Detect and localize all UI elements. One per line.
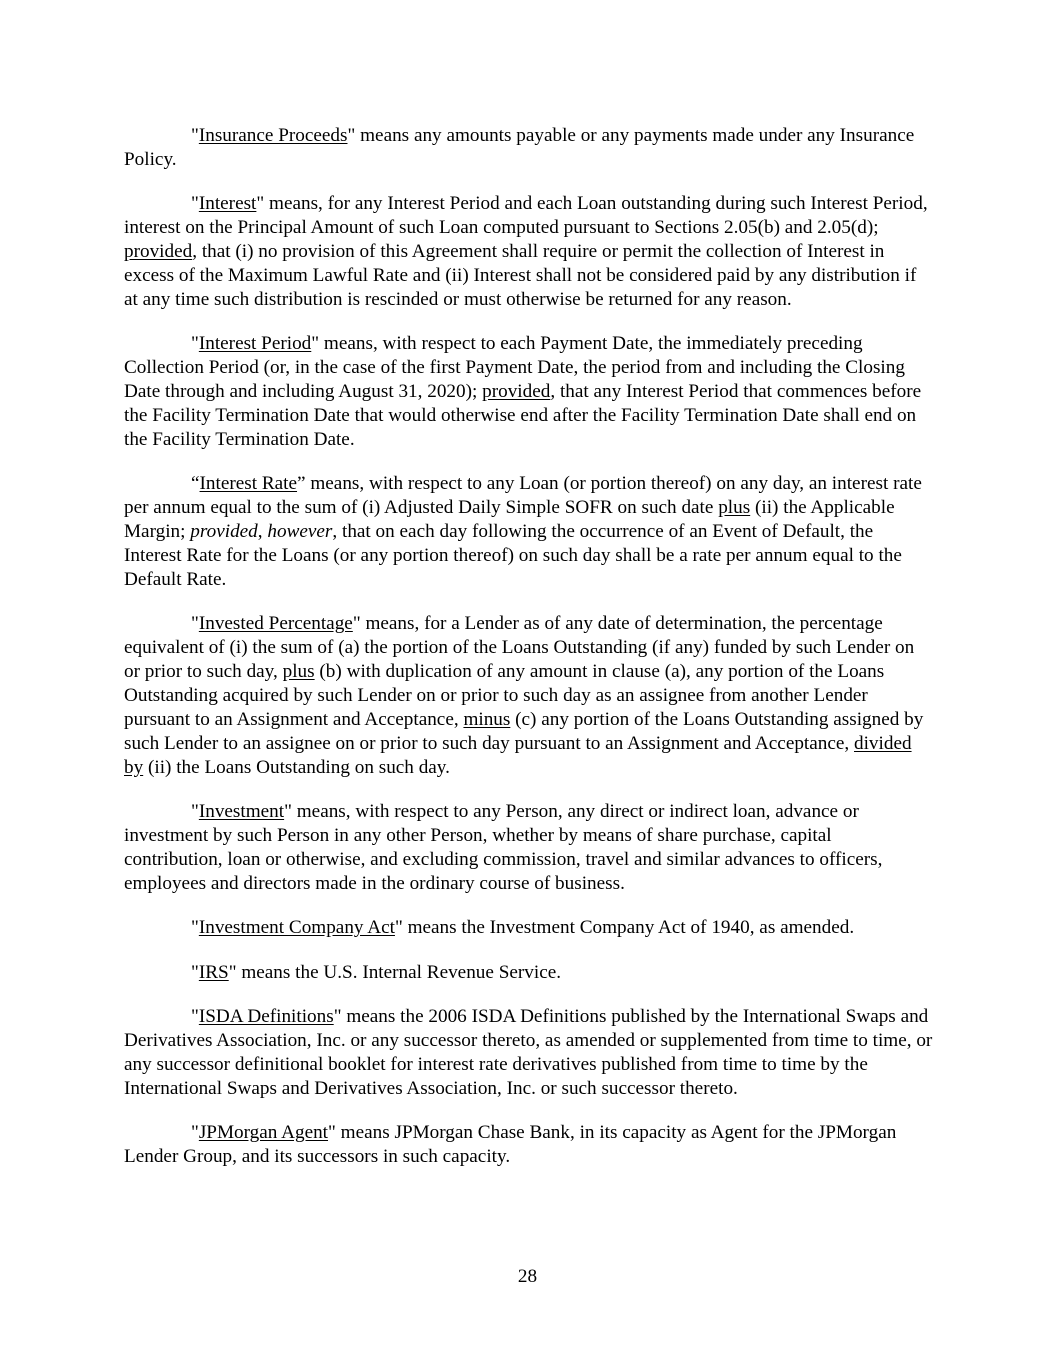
close-quote: " [228, 961, 237, 983]
definition-text: means the 2006 ISDA Definitions published by the International Swaps and Derivatives Association, Inc. or any successor thereto, as amended or supplemented from time to time, or any successor definitional booklet for interest rate derivatives published from time to time by the International Swaps and Derivatives Association, Inc. or such successor thereto. [124, 1006, 933, 1099]
definition-text: means the U.S. Internal Revenue Service. [236, 961, 562, 983]
definition-text: means, with respect to any Person, any direct or indirect loan, advance or investment by such Person in any other Person, whether by means of share purchase, capital contribution, loan or otherwise, and excluding commission, travel and similar advances to officers, employees and directors made in the ordinary course of business. [124, 801, 883, 894]
definition-text: means, for a Lender as of any date of determination, the percentage equivalent of (i) the sum of (a) the portion of the Loans Outstanding (if any) funded by such Lender on or prior to such day, [124, 613, 915, 683]
definition-interest-rate [124, 472, 934, 592]
defined-term: IRS [198, 961, 229, 983]
definition-irs [124, 961, 934, 985]
defined-term: Interest [198, 193, 257, 215]
definition-text: means any amounts payable or any payments made under any Insurance Policy. [124, 125, 915, 170]
definition-text: (b) with duplication of any amount in clause (a), any portion of the Loans Outstanding acquired by such Lender on or prior to such day as an assignee from another Lender pursuant to an Assignment and Acceptance, [124, 661, 885, 731]
definition-text: means the Investment Company Act of 1940, as amended. [402, 917, 855, 939]
open-quote: “ [191, 473, 200, 495]
definition-investment-company-act [124, 916, 934, 940]
definition-text: means, with respect to each Payment Date, the immediately preceding Collection Period (or, in the case of the first Payment Date, the period from and including the Closing Date through and including August 31, 2020); [124, 333, 905, 403]
minus-keyword: minus [463, 709, 511, 731]
definition-text: (ii) the Loans Outstanding on such day. [143, 756, 450, 778]
definition-text: , that on each day following the occurrence of an Event of Default, the Interest Rate for the Loans (or any portion thereof) on such day shall be a rate per annum equal to the Default Rate. [124, 521, 902, 590]
open-quote: " [191, 193, 199, 215]
definition-text: , that any Interest Period that commences before the Facility Termination Date that would otherwise end after the Facility Termination Date shall end on the Facility Termination Date. [124, 381, 922, 450]
defined-term: Insurance Proceeds [198, 125, 348, 146]
definition-text: means, with respect to any Loan (or portion thereof) on any day, an interest rate per annum equal to the sum of (i) Adjusted Daily Simple SOFR on such date [124, 473, 922, 519]
close-quote: " [328, 1122, 336, 1144]
open-quote: " [191, 1122, 199, 1144]
close-quote: " [256, 193, 265, 215]
close-quote: " [333, 1006, 342, 1028]
comma: , [257, 521, 268, 543]
definition-text: (ii) the Applicable Margin; [124, 497, 895, 543]
close-quote: " [347, 125, 356, 146]
definition-text: means, for any Interest Period and each Loan outstanding during such Interest Period, interest on the Principal Amount of such Loan computed pursuant to Sections 2.05(b) and 2.05(d); [124, 193, 928, 239]
open-quote: " [191, 801, 199, 823]
open-quote: " [191, 613, 199, 635]
provided-keyword: provided [482, 381, 551, 403]
close-quote: " [394, 917, 403, 939]
defined-term: Investment Company Act [198, 917, 395, 939]
close-quote: " [284, 801, 292, 823]
divided-by-keyword: divided by [124, 732, 912, 778]
defined-term: Interest Rate [199, 473, 298, 495]
close-quote: " [352, 613, 361, 635]
plus-keyword: plus [282, 661, 315, 683]
close-quote: ” [297, 473, 306, 495]
definition-interest [124, 192, 934, 312]
definition-interest-period [124, 332, 934, 452]
however-keyword: however [267, 521, 333, 543]
defined-term: Investment [198, 801, 285, 823]
definition-jpmorgan-agent [124, 1121, 934, 1169]
open-quote: " [191, 333, 199, 355]
open-quote: " [191, 917, 199, 939]
page-number: 28 [517, 1266, 538, 1287]
document-page [124, 124, 934, 1190]
definition-text: , that (i) no provision of this Agreement shall require or permit the collection of Interest in excess of the Maximum Lawful Rate and (ii) Interest shall not be considered paid by any distribution if at any time such distribution is rescinded or must otherwise be returned for any reason. [124, 241, 917, 310]
close-quote: " [311, 333, 320, 355]
open-quote: " [191, 1006, 199, 1028]
provided-keyword: provided [124, 241, 193, 263]
definition-text: means JPMorgan Chase Bank, in its capacity as Agent for the JPMorgan Lender Group, and its successors in such capacity. [124, 1122, 897, 1168]
definition-text: (c) any portion of the Loans Outstanding assigned by such Lender to an assignee on or prior to such day pursuant to an Assignment and Acceptance, [124, 709, 924, 754]
defined-term: Interest Period [198, 333, 312, 355]
open-quote: " [191, 125, 199, 146]
defined-term: ISDA Definitions [198, 1006, 334, 1028]
definition-invested-percentage [124, 612, 934, 779]
defined-term: JPMorgan Agent [198, 1122, 329, 1144]
definition-investment [124, 800, 934, 896]
defined-term: Invested Percentage [198, 613, 353, 635]
open-quote: " [191, 961, 199, 983]
plus-keyword: plus [718, 497, 751, 519]
provided-keyword: provided [190, 521, 258, 543]
definition-insurance-proceeds [124, 124, 934, 172]
definition-isda-definitions [124, 1005, 934, 1101]
